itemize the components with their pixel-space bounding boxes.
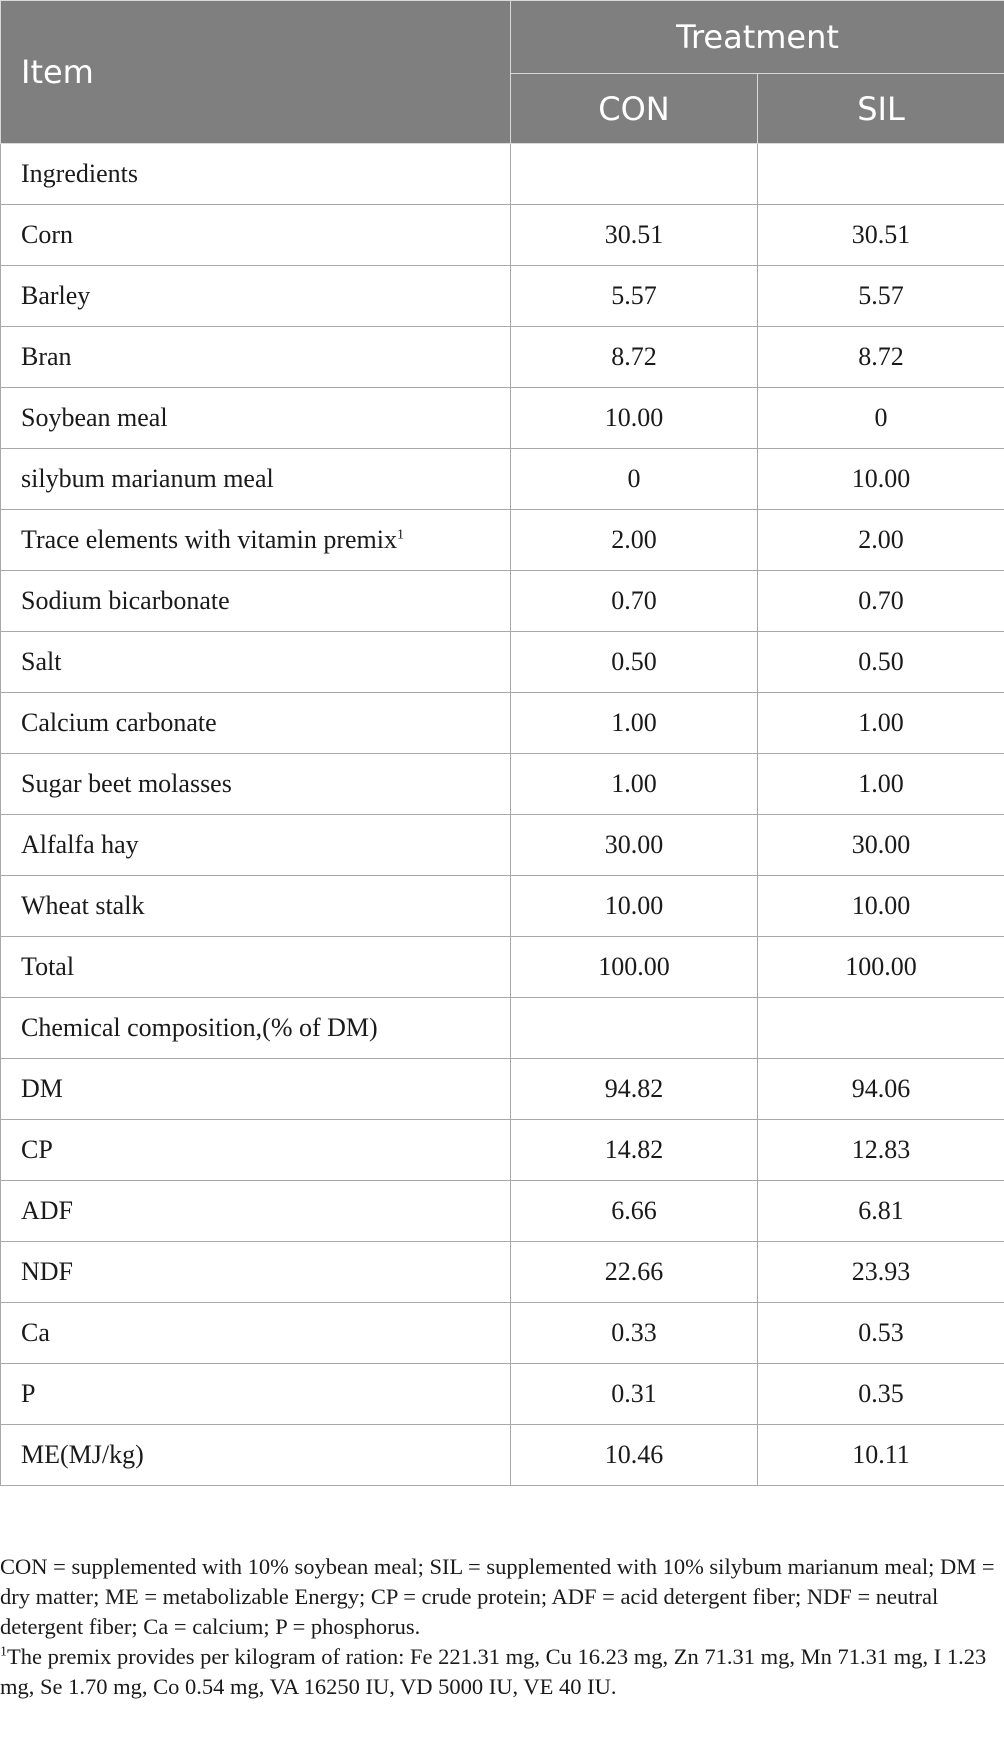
row-label-text: NDF	[21, 1257, 74, 1286]
table-row	[1, 1364, 1004, 1425]
value-sil: 10.00	[758, 449, 1004, 510]
table-row	[1, 1303, 1004, 1364]
table-row	[1, 449, 1004, 510]
value-sil: 0.70	[758, 571, 1004, 632]
table-row	[1, 876, 1004, 937]
row-label	[1, 144, 511, 205]
value-sil: 8.72	[758, 327, 1004, 388]
table-body	[1, 144, 1004, 1486]
value-con: 10.46	[511, 1425, 758, 1486]
row-label-text: Salt	[21, 647, 62, 676]
value-con: 22.66	[511, 1242, 758, 1303]
value-sil: 0.53	[758, 1303, 1004, 1364]
value-sil: 1.00	[758, 693, 1004, 754]
row-label-text: Total	[21, 952, 75, 981]
value-sil: 10.11	[758, 1425, 1004, 1486]
row-label	[1, 449, 511, 510]
row-label-text: DM	[21, 1074, 63, 1103]
row-label	[1, 1059, 511, 1120]
value-sil: 30.51	[758, 205, 1004, 266]
table-row	[1, 1181, 1004, 1242]
value-con: 0.33	[511, 1303, 758, 1364]
row-label	[1, 815, 511, 876]
header-item: Item	[1, 1, 511, 144]
table-row	[1, 327, 1004, 388]
table-row	[1, 1242, 1004, 1303]
row-label	[1, 1181, 511, 1242]
row-label	[1, 510, 511, 571]
row-label	[1, 1303, 511, 1364]
table-header	[1, 1, 1004, 144]
value-con: 5.57	[511, 266, 758, 327]
row-label	[1, 754, 511, 815]
value-con: 6.66	[511, 1181, 758, 1242]
value-con: 1.00	[511, 693, 758, 754]
header-con: CON	[511, 74, 758, 144]
row-label-text: P	[21, 1379, 36, 1408]
row-label-text: ME(MJ/kg)	[21, 1440, 144, 1469]
table-row	[1, 937, 1004, 998]
table-row	[1, 144, 1004, 205]
value-con: 10.00	[511, 388, 758, 449]
value-con: 0.50	[511, 632, 758, 693]
value-sil: 23.93	[758, 1242, 1004, 1303]
value-con: 0.70	[511, 571, 758, 632]
table-row	[1, 1425, 1004, 1486]
table-row	[1, 815, 1004, 876]
row-label	[1, 693, 511, 754]
footnote-abbreviations: CON = supplemented with 10% soybean meal; SIL = supplemented with 10% silybum marianum meal; DM = dry matter; ME = metabolizable Energy; CP = crude protein; ADF = acid detergent fiber; NDF = neutral detergent fiber; Ca = calcium; P = phosphorus.	[0, 1554, 995, 1639]
row-label	[1, 266, 511, 327]
row-label-text: Alfalfa hay	[21, 830, 139, 859]
table-row	[1, 510, 1004, 571]
table-row	[1, 388, 1004, 449]
row-label	[1, 205, 511, 266]
row-label-text: Barley	[21, 281, 91, 310]
row-label-text: Ca	[21, 1318, 50, 1347]
row-label-text: Bran	[21, 342, 72, 371]
row-label-text: Sodium bicarbonate	[21, 586, 230, 615]
value-con: 94.82	[511, 1059, 758, 1120]
row-label-text: ADF	[21, 1196, 74, 1225]
row-label	[1, 327, 511, 388]
row-label-text: Sugar beet molasses	[21, 769, 232, 798]
value-con	[511, 144, 758, 205]
value-sil: 0.35	[758, 1364, 1004, 1425]
row-label-text: Soybean meal	[21, 403, 168, 432]
row-label-text: Ingredients	[21, 159, 138, 188]
value-con: 100.00	[511, 937, 758, 998]
value-sil: 30.00	[758, 815, 1004, 876]
value-con: 1.00	[511, 754, 758, 815]
value-con: 0	[511, 449, 758, 510]
value-sil: 100.00	[758, 937, 1004, 998]
table-row	[1, 571, 1004, 632]
row-label-text: Trace elements with vitamin premix	[21, 525, 397, 554]
row-label-text: silybum marianum meal	[21, 464, 274, 493]
table-row	[1, 1120, 1004, 1181]
table-row	[1, 754, 1004, 815]
footnote-marker: 1	[396, 527, 404, 543]
value-con: 10.00	[511, 876, 758, 937]
value-sil: 0	[758, 388, 1004, 449]
value-con: 2.00	[511, 510, 758, 571]
row-label	[1, 388, 511, 449]
table-row	[1, 266, 1004, 327]
value-sil: 1.00	[758, 754, 1004, 815]
value-con: 8.72	[511, 327, 758, 388]
row-label-text: Wheat stalk	[21, 891, 145, 920]
table-footnotes	[0, 1552, 1000, 1702]
row-label	[1, 1425, 511, 1486]
table-row	[1, 693, 1004, 754]
value-con: 30.51	[511, 205, 758, 266]
value-con: 0.31	[511, 1364, 758, 1425]
value-sil: 5.57	[758, 266, 1004, 327]
value-sil	[758, 998, 1004, 1059]
row-label	[1, 1242, 511, 1303]
value-con: 14.82	[511, 1120, 758, 1181]
value-con: 30.00	[511, 815, 758, 876]
value-sil: 94.06	[758, 1059, 1004, 1120]
value-sil	[758, 144, 1004, 205]
header-treatment: Treatment	[511, 1, 1004, 74]
value-con	[511, 998, 758, 1059]
footnote-marker: 1	[0, 1644, 7, 1660]
header-sil: SIL	[758, 74, 1004, 144]
value-sil: 10.00	[758, 876, 1004, 937]
value-sil: 2.00	[758, 510, 1004, 571]
row-label	[1, 632, 511, 693]
row-label	[1, 1120, 511, 1181]
table-row	[1, 1059, 1004, 1120]
row-label	[1, 1364, 511, 1425]
row-label	[1, 571, 511, 632]
row-label	[1, 876, 511, 937]
row-label	[1, 998, 511, 1059]
table-row	[1, 998, 1004, 1059]
row-label	[1, 937, 511, 998]
value-sil: 0.50	[758, 632, 1004, 693]
row-label-text: CP	[21, 1135, 53, 1164]
value-sil: 12.83	[758, 1120, 1004, 1181]
row-label-text: Calcium carbonate	[21, 708, 217, 737]
row-label-text: Corn	[21, 220, 73, 249]
footnote-premix-text: The premix provides per kilogram of ration: Fe 221.31 mg, Cu 16.23 mg, Zn 71.31 mg, Mn 71.31 mg, I 1.23 mg, Se 1.70 mg, Co 0.54 mg, VA 16250 IU, VD 5000 IU, VE 40 IU.	[0, 1644, 987, 1699]
value-sil: 6.81	[758, 1181, 1004, 1242]
footnote-premix	[0, 1642, 1000, 1702]
table-row	[1, 205, 1004, 266]
table-row	[1, 632, 1004, 693]
row-label-text: Chemical composition,(% of DM)	[21, 1013, 378, 1042]
